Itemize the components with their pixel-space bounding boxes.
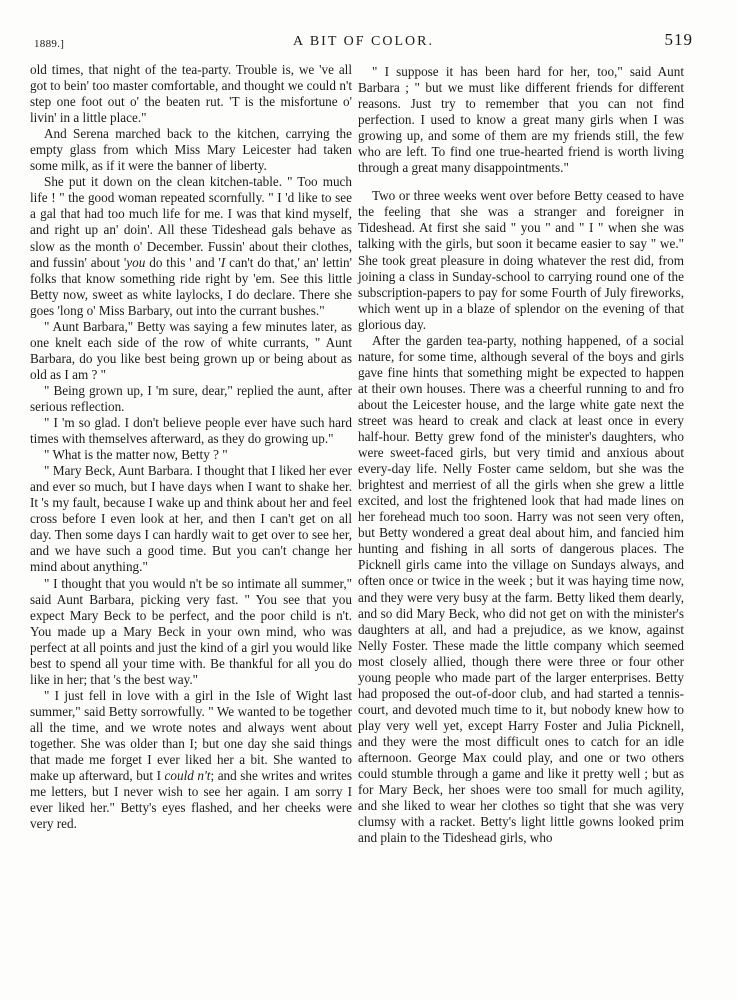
text-run: " I just fell in love with a girl in the Isle of Wight last summer," said Betty sorrowfully. " We wanted to be together all the time, and we wrote notes and always went about together. She was older than I; but one day she said things that made me forget I ever liked her a bit. She wanted to make up afterward, but I — [30, 687, 352, 784]
header-date: 1889.] — [34, 38, 65, 50]
paragraph: " Being grown up, I 'm sure, dear," replied the aunt, after serious reflection. — [30, 382, 352, 414]
text-run: She put it down on the clean kitchen-table. " Too much life ! " the good woman repeated scornfully. " I 'd like to see a gal that had too much life for me. I was that kind myself, and right up an' doin'. All these Tideshead gals behave as slow as the month o' December. Fussin' about their clothes, and fussin' about ' — [30, 174, 352, 270]
paragraph: " I 'm so glad. I don't believe people ever have such hard times with themselves afterward, as they do growing up." — [30, 415, 352, 447]
paragraph: " Aunt Barbara," Betty was saying a few minutes later, as one knelt each side of the row of white currants, " Aunt Barbara, do you like best being grown up or being about as old as I am ? " — [30, 318, 352, 382]
text-run: can't do that,' an' lettin' folks that know something ride right by 'em. See this little Betty now, sweet as white laylocks, I do declare. There she goes 'long o' Miss Barbary, out into the currant bushes." — [30, 254, 352, 318]
paragraph — [30, 688, 352, 832]
running-header — [34, 30, 693, 56]
text-run: ; and she writes and writes me letters, but I never wish to see her again. I am sorry I ever liked her." Betty's eyes flashed, and her cheeks were very red. — [30, 768, 352, 832]
emphasis: you — [126, 254, 146, 270]
page-number: 519 — [664, 30, 693, 49]
paragraph: Two or three weeks went over before Betty ceased to have the feeling that she was a stranger and foreigner in Tideshead. At first she said " you " and " I " when she was talking with the girls, but soon it became easier to say " we." She took great pleasure in doing whatever the rest did, from joining a class in Sunday-school to carrying round one of the subscription-papers to pay for some Fourth of July fireworks, which went up in a blaze of splendor on the evening of that glorious day. — [358, 188, 684, 332]
paragraph: " I thought that you would n't be so intimate all summer," said Aunt Barbara, picking very fast. " You see that you expect Mary Beck to be perfect, and the poor child is n't. You made up a Mary Beck in your own mind, who was perfect at all points and just the kind of a girl you would like best to spend all your time with. Be thankful for all you do like in her; that 's the best way." — [30, 575, 352, 687]
emphasis: I — [220, 254, 226, 270]
paragraph: " Mary Beck, Aunt Barbara. I thought that I liked her ever and ever so much, but I have days when I want to shake her. It 's my fault, because I wake up and think about her and feel cross before I even look at her, and then I can't get on all day. Then some days I can hardly wait to get over to see her, and we have such a good time. But you can't change her mind about anything." — [30, 463, 352, 575]
right-column — [358, 64, 684, 846]
text-run: do this ' and ' — [145, 254, 221, 270]
paragraph — [30, 174, 352, 318]
emphasis: could n't — [164, 768, 211, 784]
paragraph: " I suppose it has been hard for her, too," said Aunt Barbara ; " but we must like different friends for different reasons. Just try to remember that you can not find perfection. I used to know a great many girls when I was growing up, and some of them are my friends still, the few who are left. To find one true-hearted friend is worth living through a great many disappointments." — [358, 64, 684, 176]
header-title: A BIT OF COLOR. — [293, 34, 434, 49]
paragraph: " What is the matter now, Betty ? " — [44, 447, 228, 463]
paragraph: After the garden tea-party, nothing happened, of a social nature, for some time, although several of the boys and girls gave fine hints that something might be expected to happen at their own houses. There was a cheerful running to and fro about the Leicester house, and the large white gate next the street was heard to creak and clack at least once in every half-hour. Betty grew fond of the minister's daughters, who were sweet-faced girls, but very timid and anxious about every-day life. Nelly Foster came seldom, but she was the brightest and merriest of all the girls when she grew a little excited, and lost the frightened look that had made lines on her forehead much too soon. Harry was not seen very often, but Betty wondered a great deal about him, and fancied him hunting and fishing in all sorts of dangerous places. The Picknell girls came into the village on Sundays always, and often once or twice in the week ; but it was haying time now, and they were very busy at the farm. Betty liked them dearly, and so did Mary Beck, who did not get on with the minister's daughters at all, and had a prejudice, as we know, against Nelly Foster. These made the little company which seemed most closely allied, though there were three or four other young people who made part of the larger enterprises. Betty had proposed the out-of-door club, and had started a tennis-court, and devoted much time to it, but nobody knew how to play very well yet, except Harry Foster and Julia Picknell, and they were the most difficult ones to catch for an idle afternoon. George Max could play, and one or two others could stumble through a game and like it pretty well ; but as for Mary Beck, her shoes were too small for much agility, and she liked to wear her clothes so tight that she was very clumsy with a racket. Betty's light little gowns looked prim and plain to the Tideshead girls, who — [358, 332, 684, 846]
paragraph: And Serena marched back to the kitchen, carrying the empty glass from which Miss Mary Leicester had taken some milk, as if it were the banner of liberty. — [30, 126, 352, 174]
paragraph: old times, that night of the tea-party. Trouble is, we 've all got to bein' too master comfortable, and thought we could n't step one foot out o' the beaten rut. 'T is the misfortune o' livin' in a little place." — [30, 62, 352, 126]
left-column — [30, 62, 352, 832]
